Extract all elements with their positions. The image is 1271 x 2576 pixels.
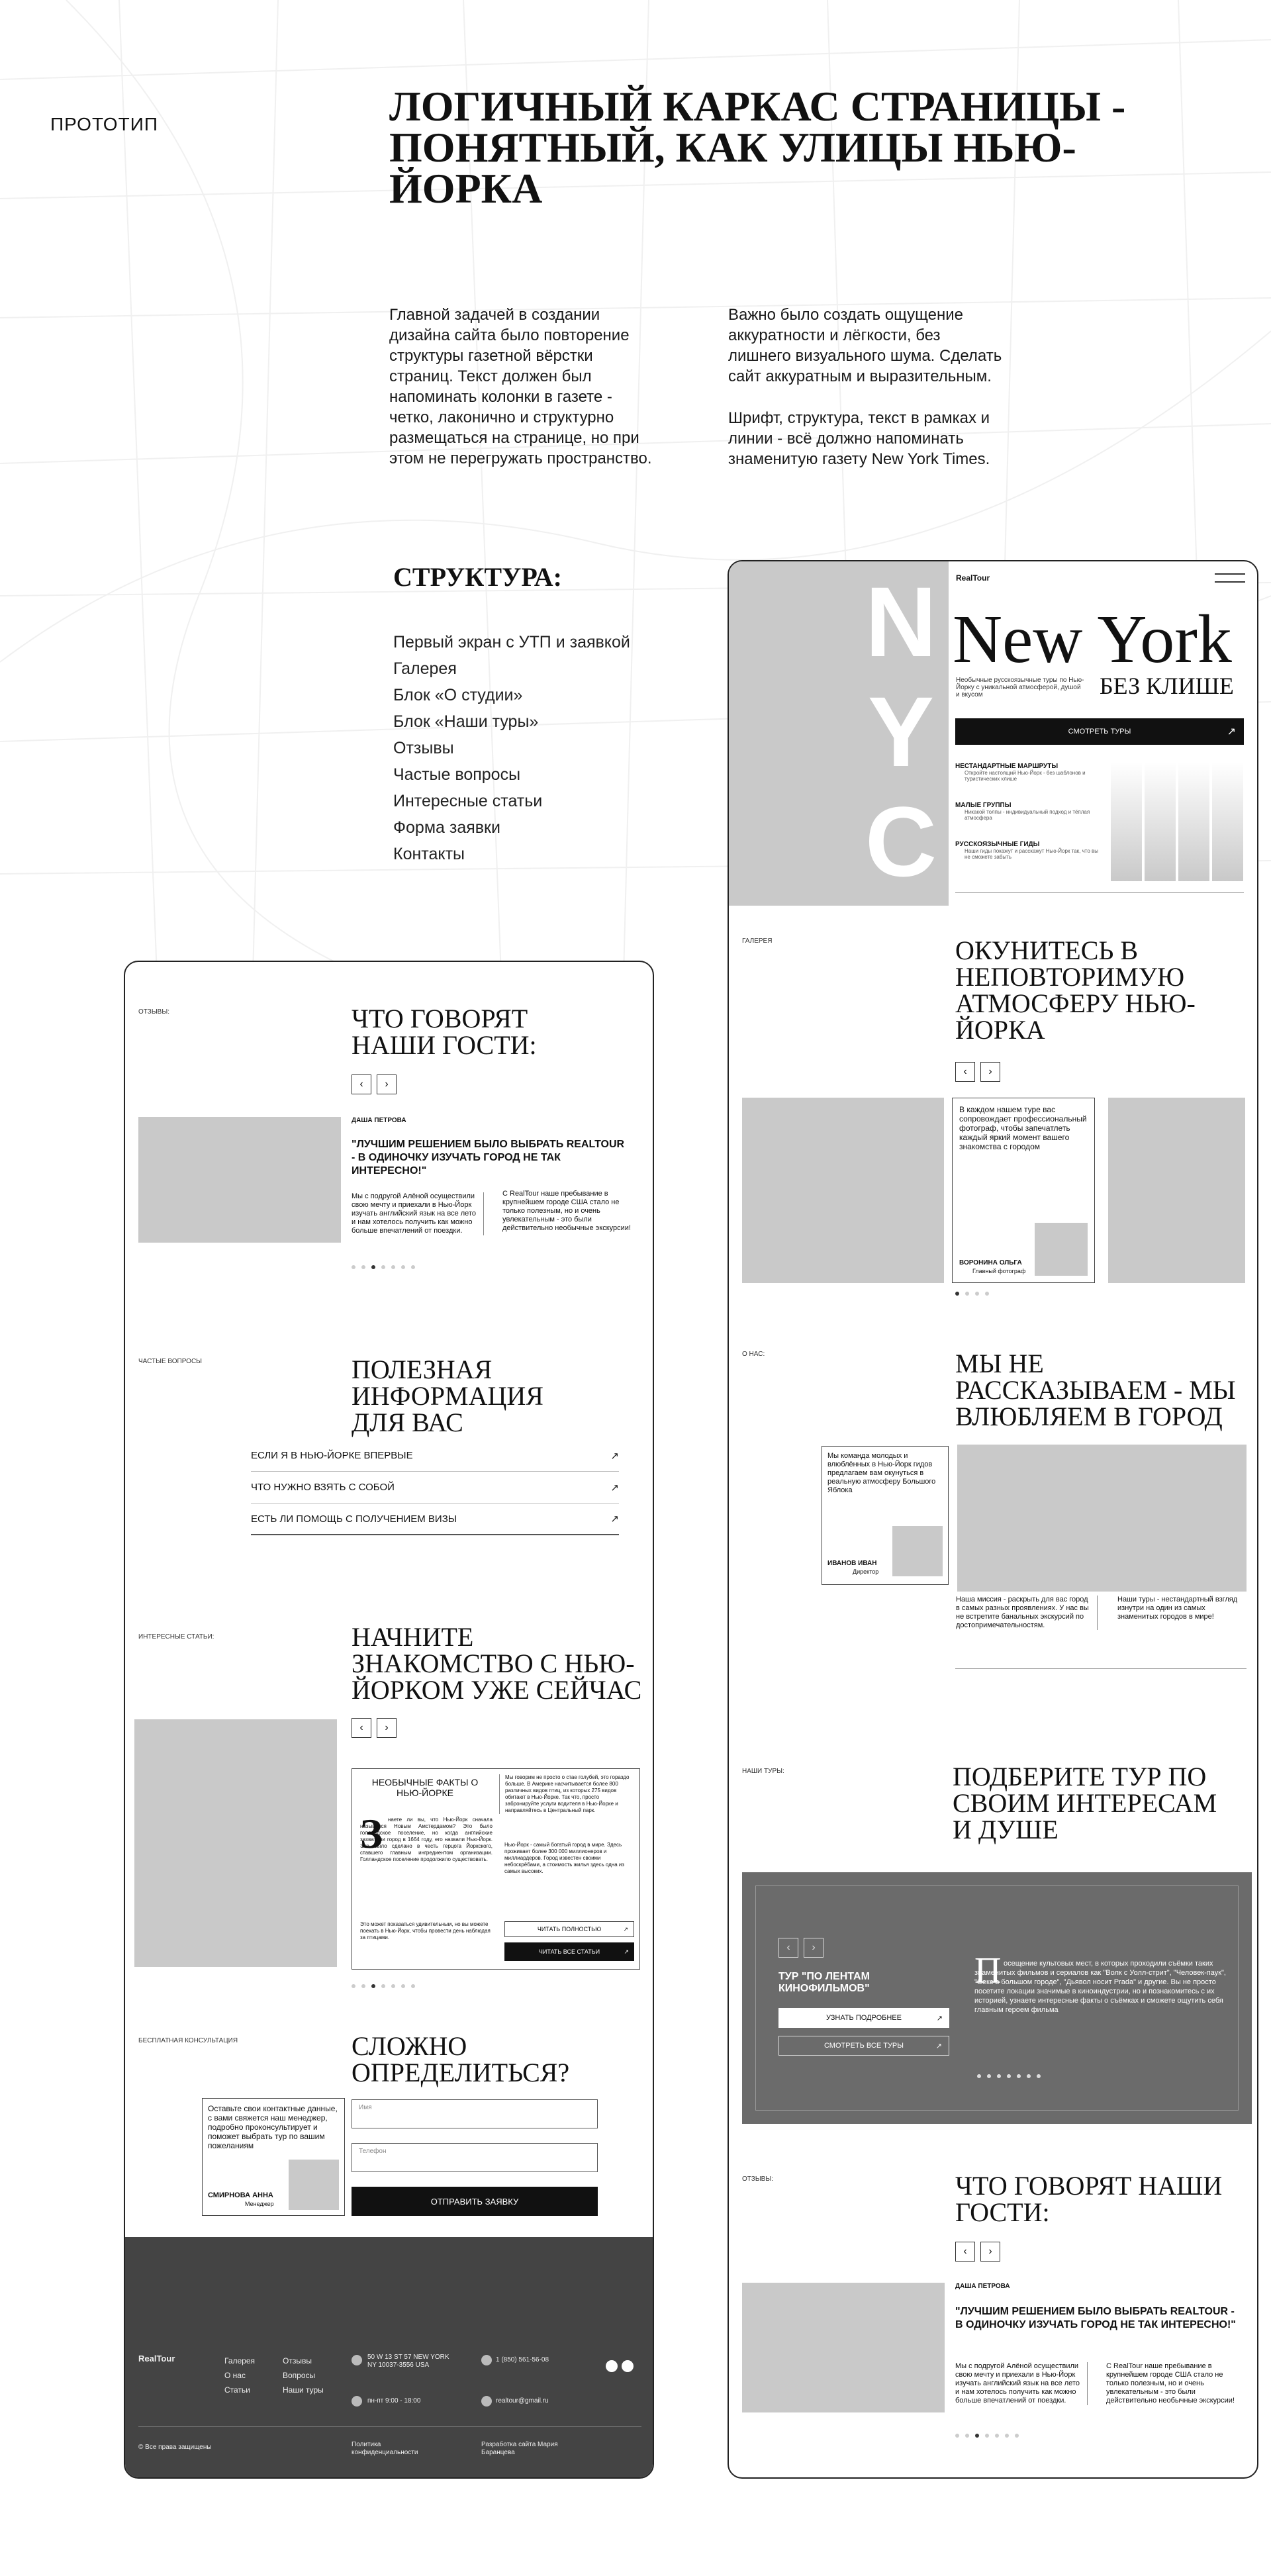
- article-card: [352, 1768, 640, 1970]
- arrow-right-icon[interactable]: ›: [980, 1062, 1000, 1082]
- review-name: ДАША ПЕТРОВА: [352, 1117, 406, 1124]
- structure-item: Частые вопросы: [393, 765, 521, 784]
- intro-paragraph-1: Главной задачей в создании дизайна сайта было повторение структуры газетной вёрстки страниц. Текст должен был напоминать колонки в газете - четко, лаконично и структурно размещаться на странице, но при этом не перегружать пространство.: [389, 306, 652, 467]
- faq-question: ЕСЛИ Я В НЬЮ-ЙОРКЕ ВПЕРВЫЕ: [251, 1450, 413, 1461]
- structure-item: Блок «Наши туры»: [393, 712, 539, 731]
- tour-dots[interactable]: [977, 2074, 1041, 2078]
- structure-item: Первый экран с УТП и заявкой: [393, 633, 630, 651]
- privacy-link[interactable]: Политика конфиденциальности: [352, 2441, 418, 2456]
- review-photo: [138, 1117, 341, 1243]
- articles-title: НАЧНИТЕ ЗНАКОМСТВО С НЬЮ-ЙОРКОМ УЖЕ СЕЙЧАС: [352, 1622, 642, 1705]
- tour-description: осещение культовых мест, в которых проходили съёмки таких знаменитых фильмов и сериалов как "Волк с Уолл-стрит", "Человек-паук", "Секс в большом городе", "Дьявол носит Prada" и другие. Вы не просто посетите локации значимые в киноиндустрии, но и познакомитесь с их историей, узнаете интересные факты о съёмках и сможете ощутить себя главным героем фильма: [974, 1960, 1226, 2014]
- arrow-right-icon[interactable]: ›: [980, 2242, 1000, 2262]
- director-name: ИВАНОВ ИВАН: [827, 1560, 877, 1567]
- read-article-label: ЧИТАТЬ ПОЛНОСТЬЮ: [537, 1926, 602, 1932]
- drop-cap: З: [360, 1810, 383, 1857]
- photographer-role: Главный фотограф: [972, 1268, 1026, 1274]
- review-text-1: Мы с подругой Алёной осуществили свою мечту и приехали в Нью-Йорк изучать английский язык на все лето и нам хотелось получить как можно больше впечатлений от поездки.: [352, 1192, 484, 1235]
- footer-address: 50 W 13 ST 57 NEW YORK NY 10037-3556 USA: [367, 2354, 449, 2369]
- structure-item: Галерея: [393, 659, 457, 678]
- reviews-label: ОТЗЫВЫ:: [742, 2175, 773, 2183]
- review-text-2: С RealTour наше пребывание в крупнейшем городе США стало не только полезным, но и очень увлекательным - это были действительно необычные экскурсии!: [1106, 2362, 1235, 2405]
- footer-nav-1: [224, 2354, 255, 2397]
- article-text-4: Нью-Йорк - самый богатый город в мире. Здесь проживает более 300 000 миллионеров и миллиардеров. Город известен своими небоскрёбами, а стоимость жилья здесь одна из самых высоких.: [504, 1842, 625, 1874]
- arrow-up-right-icon: ↗: [610, 1482, 619, 1494]
- gallery-arrows: [955, 1062, 1000, 1082]
- feature-text: Наши гиды покажут и расскажут Нью-Йорк так, что вы не сможете забыть: [965, 848, 1099, 860]
- faq-title: ПОЛЕЗНАЯ ИНФОРМАЦИЯ ДЛЯ ВАС: [352, 1355, 543, 1437]
- right-prototype-frame: [728, 560, 1258, 2479]
- tour-name: ТУР "ПО ЛЕНТАМ КИНОФИЛЬМОВ": [778, 1971, 870, 1994]
- about-label: О НАС:: [742, 1351, 765, 1358]
- feature-text: Никакой толпы - индивидуальный подход и тёплая атмосфера: [965, 809, 1090, 821]
- footer-link[interactable]: Галерея: [224, 2356, 256, 2365]
- all-tours-button[interactable]: [778, 2036, 949, 2056]
- nyc-letter: Y: [867, 676, 935, 787]
- footer-email[interactable]: realtour@gmail.ru: [496, 2397, 549, 2405]
- arrow-right-icon[interactable]: ›: [377, 1718, 397, 1738]
- arrow-left-icon[interactable]: ‹: [352, 1074, 371, 1094]
- about-quote: Мы команда молодых и влюблённых в Нью-Йорк гидов предлагаем вам окунуться в реальную атмосферу Большого Яблока: [827, 1452, 936, 1494]
- manager-role: Менеджер: [245, 2201, 274, 2207]
- structure-item: Интересные статьи: [393, 792, 543, 810]
- submit-button[interactable]: ОТПРАВИТЬ ЗАЯВКУ: [352, 2187, 598, 2216]
- photographer-name: ВОРОНИНА ОЛЬГА: [959, 1259, 1022, 1266]
- arrow-left-icon[interactable]: ‹: [352, 1718, 371, 1738]
- director-photo: [892, 1526, 943, 1576]
- footer-link[interactable]: Статьи: [224, 2385, 250, 2395]
- footer-phone[interactable]: 1 (850) 561-56-08: [496, 2356, 549, 2363]
- faq-item[interactable]: [251, 1503, 619, 1535]
- hero-column: [1111, 762, 1142, 881]
- tour-details-label: УЗНАТЬ ПОДРОБНЕЕ: [826, 2014, 902, 2022]
- tour-details-button[interactable]: [778, 2008, 949, 2028]
- email-icon: [481, 2396, 492, 2407]
- footer: [125, 2237, 654, 2479]
- footer-link[interactable]: Наши туры: [283, 2385, 324, 2395]
- whatsapp-icon[interactable]: [606, 2360, 618, 2372]
- intro-paragraph-2: Важно было создать ощущение аккуратности и лёгкости, без лишнего визуального шума. Сделать сайт аккуратным и выразительным.: [728, 306, 1002, 385]
- review-dots[interactable]: [352, 1265, 415, 1269]
- feature-text: Откройте настоящий Нью-Йорк - без шаблонов и туристических клише: [965, 770, 1086, 782]
- faq-question: ЧТО НУЖНО ВЗЯТЬ С СОБОЙ: [251, 1482, 395, 1493]
- faq-item[interactable]: [251, 1440, 619, 1472]
- about-text-2: Наши туры - нестандартный взгляд изнутри на один из самых знаменитых городов в мире!: [1117, 1596, 1238, 1621]
- hero-column: [1212, 762, 1243, 881]
- arrow-up-right-icon: ↗: [1227, 726, 1236, 738]
- name-field[interactable]: Имя: [352, 2099, 598, 2128]
- arrow-right-icon[interactable]: ›: [804, 1938, 824, 1958]
- tour-card: [755, 1885, 1239, 2111]
- view-tours-label: СМОТРЕТЬ ТУРЫ: [1068, 728, 1131, 736]
- reviews-arrows: [352, 1074, 397, 1094]
- left-prototype-frame: [124, 961, 654, 2479]
- about-image: [957, 1445, 1247, 1592]
- photographer-photo: [1035, 1223, 1088, 1276]
- article-title: НЕОБЫЧНЫЕ ФАКТЫ О НЬЮ-ЙОРКЕ: [371, 1777, 479, 1798]
- gallery-image: [742, 1098, 944, 1283]
- feature-item: [955, 763, 1101, 782]
- about-quote-card: [822, 1446, 949, 1585]
- hero-description: Необычные русскоязычные туры по Нью-Йорку с уникальной атмосферой, душой и вкусом: [956, 677, 1084, 698]
- all-articles-label: ЧИТАТЬ ВСЕ СТАТЬИ: [538, 1948, 600, 1955]
- articles-arrows: [352, 1718, 397, 1738]
- footer-link[interactable]: Вопросы: [283, 2371, 316, 2380]
- developer-credit: Разработка сайта Мария Баранцева: [481, 2441, 558, 2456]
- faq-label: ЧАСТЫЕ ВОПРОСЫ: [138, 1358, 203, 1365]
- review-name: ДАША ПЕТРОВА: [955, 2283, 1010, 2290]
- hero-features: [955, 763, 1101, 860]
- tours-label: НАШИ ТУРЫ:: [742, 1768, 784, 1775]
- footer-logo[interactable]: RealTour: [138, 2354, 175, 2363]
- all-articles-button[interactable]: [504, 1942, 634, 1961]
- consult-title: СЛОЖНО ОПРЕДЕЛИТЬСЯ?: [352, 2031, 570, 2087]
- arrow-up-right-icon: ↗: [935, 2042, 942, 2050]
- logo[interactable]: RealTour: [956, 573, 990, 583]
- divider: [955, 1668, 1247, 1669]
- arrow-left-icon[interactable]: ‹: [955, 2242, 975, 2262]
- phone-icon: [481, 2355, 492, 2365]
- structure-item: Отзывы: [393, 739, 454, 757]
- structure-list: [393, 629, 630, 867]
- footer-nav-2: [283, 2354, 324, 2397]
- arrow-left-icon[interactable]: ‹: [778, 1938, 798, 1958]
- articles-label: ИНТЕРЕСНЫЕ СТАТЬИ:: [138, 1633, 214, 1641]
- consult-text: Оставьте свои контактные данные, с вами свяжется наш менеджер, подробно проконсультирует и поможет выбрать тур по вашим пожеланиям: [208, 2104, 338, 2150]
- gallery-label: ГАЛЕРЕЯ: [742, 937, 773, 945]
- reviews-arrows: [955, 2242, 1000, 2262]
- clock-icon: [352, 2396, 362, 2407]
- about-title: МЫ НЕ РАССКАЗЫВАЕМ - МЫ ВЛЮБЛЯЕМ В ГОРОД: [955, 1349, 1236, 1431]
- hero-title: New York: [953, 601, 1232, 677]
- nyc-letters: [855, 567, 947, 896]
- article-text-3: Мы говорим не просто о стае голубей, это гораздо больше. В Америке насчитывается более 800 различных видов птиц, из которых 275 видов обитают в Нью-Йорке. Так что, просто забронируйте услуги водителя в Нью-Йорке и направляйтесь в Центральный парк.: [499, 1774, 634, 1814]
- view-tours-button[interactable]: [955, 718, 1244, 745]
- feature-item: [955, 802, 1101, 821]
- gallery-title: ОКУНИТЕСЬ В НЕПОВТОРИМУЮ АТМОСФЕРУ НЬЮ-ЙОРКА: [955, 935, 1196, 1045]
- feature-title: МАЛЫЕ ГРУППЫ: [955, 802, 1012, 809]
- faq-item[interactable]: [251, 1472, 619, 1503]
- feature-title: НЕСТАНДАРТНЫЕ МАРШРУТЫ: [955, 763, 1059, 770]
- intro-paragraph-3: Шрифт, структура, текст в рамках и линии - всё должно напоминать знаменитую газету New York Times.: [728, 409, 990, 468]
- gallery-dots[interactable]: [955, 1292, 989, 1296]
- hero-column: [1145, 762, 1176, 881]
- arrow-up-right-icon: ↗: [936, 2014, 943, 2023]
- review-quote: "ЛУЧШИМ РЕШЕНИЕМ БЫЛО ВЫБРАТЬ REALTOUR - В ОДИНОЧКУ ИЗУЧАТЬ ГОРОД НЕ ТАК ИНТЕРЕСНО!": [955, 2306, 1236, 2330]
- about-text-1: Наша миссия - раскрыть для вас город в самых разных проявлениях. У нас вы не встретите банальных экскурсий по достопримечательностям.: [956, 1596, 1098, 1630]
- footer-divider: [138, 2426, 641, 2427]
- hero-side-block: [729, 561, 849, 906]
- arrow-right-icon[interactable]: ›: [377, 1074, 397, 1094]
- article-text-1: наете ли вы, что Нью-Йорк сначала назывался Новым Амстердамом? Это было голландское поселение, но когда английские захватили город в 1664 году, его назвали Нью-Йорк. Это было сделано в честь герцога Йоркского, ставшего главным ингредиентом организации. Голландское поселение продолжило существовать.: [360, 1817, 493, 1862]
- nyc-letter: N: [865, 566, 937, 677]
- copyright: © Все права защищены: [138, 2444, 212, 2451]
- consult-label: БЕСПЛАТНАЯ КОНСУЛЬТАЦИЯ: [138, 2037, 238, 2044]
- footer-hours: пн-пт 9:00 - 18:00: [367, 2397, 421, 2405]
- tours-title: ПОДБЕРИТЕ ТУР ПО СВОИМ ИНТЕРЕСАМ И ДУШЕ: [953, 1762, 1217, 1844]
- structure-item: Контакты: [393, 845, 465, 863]
- tour-arrows: [778, 1938, 824, 1958]
- nyc-letter: C: [865, 786, 937, 897]
- arrow-up-right-icon: ↗: [610, 1450, 619, 1462]
- hero-columns: [1111, 762, 1243, 881]
- manager-name: СМИРНОВА АННА: [208, 2191, 273, 2199]
- article-image: [134, 1719, 337, 1967]
- all-tours-label: СМОТРЕТЬ ВСЕ ТУРЫ: [824, 2042, 904, 2050]
- manager-photo: [289, 2160, 339, 2210]
- reviews-title: ЧТО ГОВОРЯТ НАШИ ГОСТИ:: [955, 2171, 1223, 2227]
- feature-item: [955, 841, 1101, 860]
- reviews-title: ЧТО ГОВОРЯТ НАШИ ГОСТИ:: [352, 1004, 537, 1060]
- hero-subtitle: БЕЗ КЛИШЕ: [1100, 673, 1234, 699]
- arrow-up-right-icon: ↗: [623, 1925, 628, 1932]
- footer-link[interactable]: Отзывы: [283, 2356, 312, 2365]
- read-article-button[interactable]: [504, 1921, 634, 1937]
- menu-icon[interactable]: [1215, 573, 1245, 583]
- review-text-2: С RealTour наше пребывание в крупнейшем городе США стало не только полезным, но и очень увлекательным - это были действительно необычные экскурсии!: [502, 1190, 631, 1232]
- structure-item: Форма заявки: [393, 818, 500, 837]
- telegram-icon[interactable]: [622, 2360, 634, 2372]
- prototype-label: ПРОТОТИП: [50, 114, 158, 134]
- drop-cap: П: [974, 1950, 1002, 1991]
- review-photo: [742, 2283, 945, 2412]
- arrow-up-right-icon: ↗: [610, 1513, 619, 1525]
- page-title: ЛОГИЧНЫЙ КАРКАС СТРАНИЦЫ - ПОНЯТНЫЙ, КАК УЛИЦЫ НЬЮ-ЙОРКА: [389, 83, 1126, 212]
- gallery-image: [1108, 1098, 1245, 1283]
- review-text-1: Мы с подругой Алёной осуществили свою мечту и приехали в Нью-Йорк изучать английский язык на все лето и нам хотелось получить как можно больше впечатлений от поездки.: [955, 2362, 1088, 2405]
- review-quote: "ЛУЧШИМ РЕШЕНИЕМ БЫЛО ВЫБРАТЬ REALTOUR - В ОДИНОЧКУ ИЗУЧАТЬ ГОРОД НЕ ТАК ИНТЕРЕСНО!": [352, 1139, 625, 1176]
- gallery-quote-card: [952, 1098, 1095, 1283]
- arrow-up-right-icon: ↗: [624, 1948, 629, 1955]
- divider: [955, 892, 1244, 893]
- location-icon: [352, 2355, 362, 2365]
- article-dots[interactable]: [352, 1984, 415, 1988]
- director-role: Директор: [853, 1568, 879, 1575]
- structure-title: СТРУКТУРА:: [393, 562, 562, 592]
- structure-item: Блок «О студии»: [393, 686, 523, 704]
- manager-card: [202, 2098, 345, 2216]
- reviews-label: ОТЗЫВЫ:: [138, 1008, 169, 1016]
- review-dots[interactable]: [955, 2434, 1019, 2438]
- faq-question: ЕСТЬ ЛИ ПОМОЩЬ С ПОЛУЧЕНИЕМ ВИЗЫ: [251, 1513, 457, 1525]
- arrow-left-icon[interactable]: ‹: [955, 1062, 975, 1082]
- gallery-quote: В каждом нашем туре вас сопровождает профессиональный фотограф, чтобы запечатлеть каждый яркий момент вашего знакомства с городом: [959, 1105, 1087, 1151]
- hero-column: [1178, 762, 1209, 881]
- phone-field[interactable]: Телефон: [352, 2143, 598, 2172]
- feature-title: РУССКОЯЗЫЧНЫЕ ГИДЫ: [955, 841, 1040, 848]
- article-text-2: Это может показаться удивительным, но вы можете поехать в Нью-Йорк, чтобы провести день наблюдая за птицами.: [360, 1921, 491, 1940]
- footer-link[interactable]: О нас: [224, 2371, 246, 2380]
